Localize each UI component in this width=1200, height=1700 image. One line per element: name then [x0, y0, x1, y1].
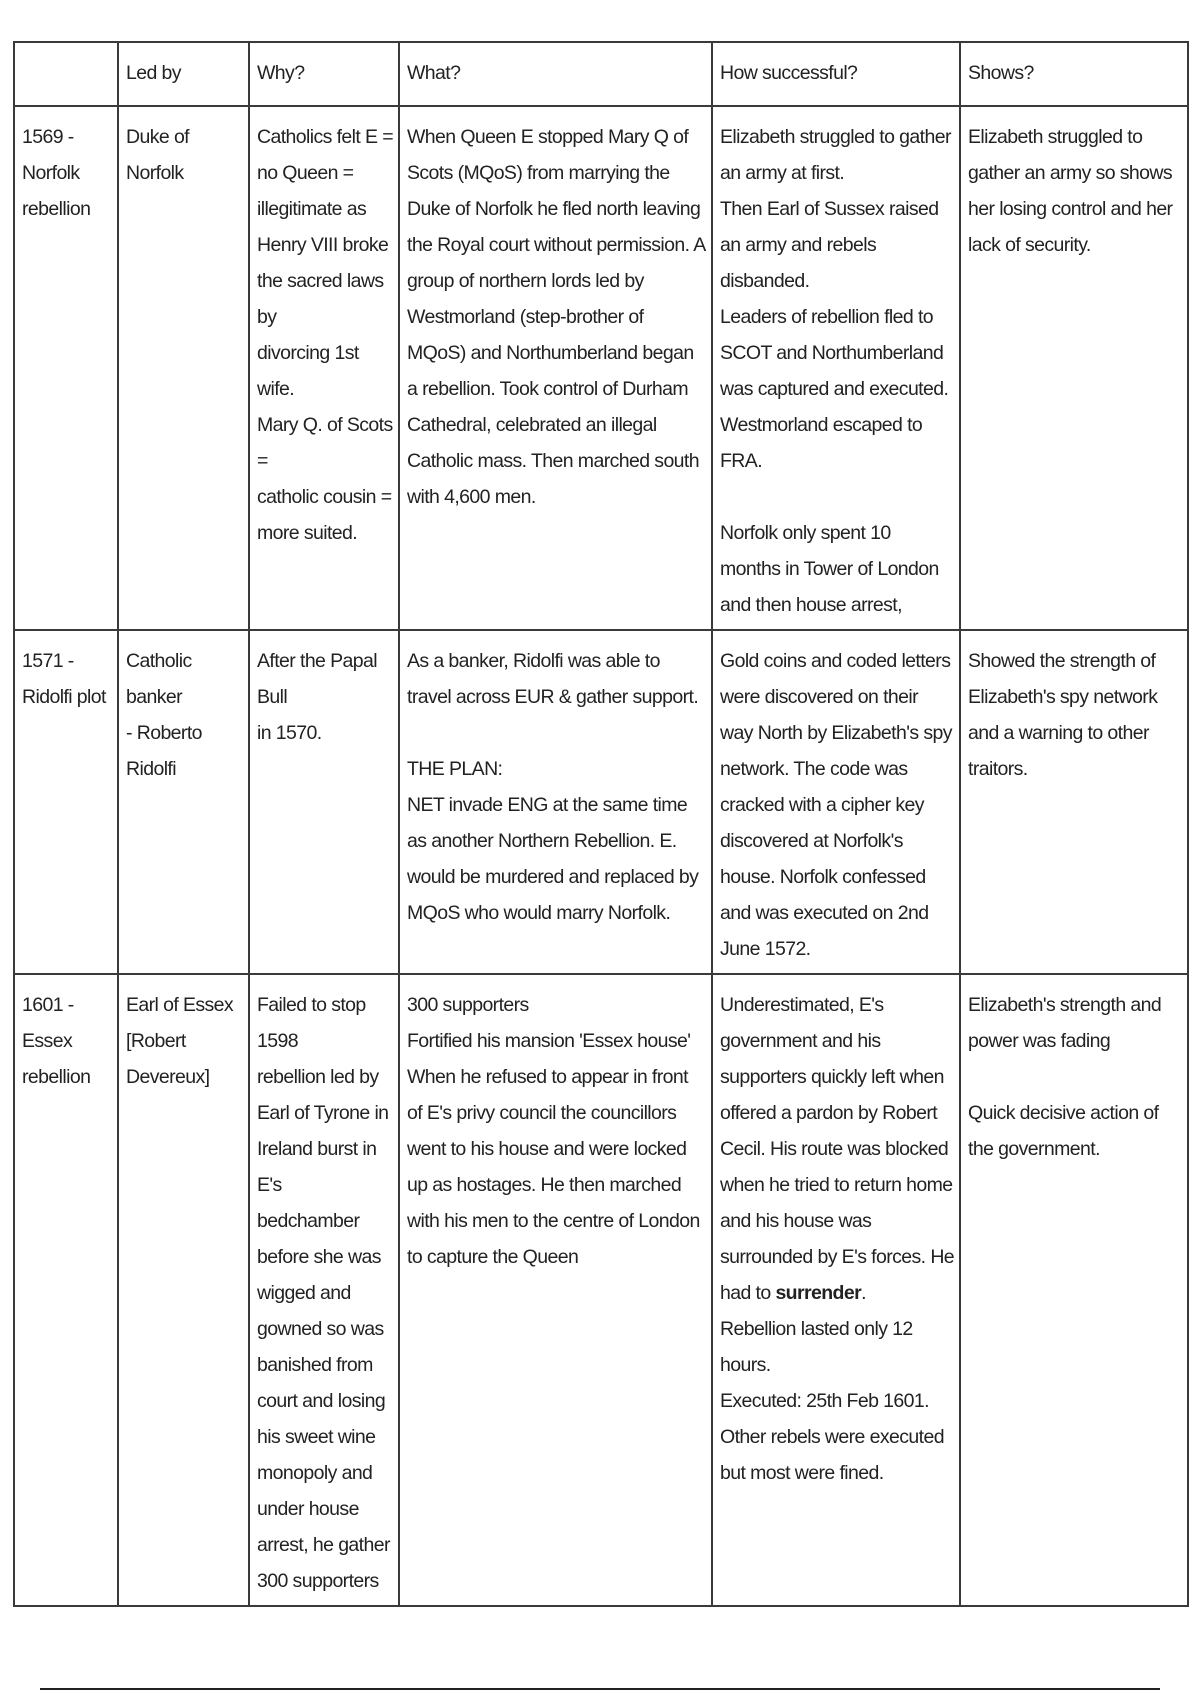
success-paragraph: Norfolk only spent 10 months in Tower of London and then house arrest, [720, 522, 939, 616]
success-text-start: Underestimated, E's government and his supporters quickly left when offered a pardon by Robert Cecil. His route was blocked when he tried to return home and his house was surrounded by E's forces. He had to [720, 994, 955, 1304]
cell-how-successful [712, 630, 960, 974]
shows-text: Elizabeth struggled to gather an army so shows her losing control and her lack of security. [968, 126, 1173, 256]
cell-event [14, 974, 118, 1606]
cell-why [249, 630, 399, 974]
what-paragraph: As a banker, Ridolfi was able to travel across EUR & gather support. [407, 650, 699, 708]
header-cell-why: Why? [249, 42, 399, 106]
header-cell-event [14, 42, 118, 106]
cell-what [399, 106, 712, 630]
what-paragraph: THE PLAN: NET invade ENG at the same time as another Northern Rebellion. E. would be murdered and replaced by MQoS who would marry Norfolk. [407, 758, 699, 924]
why-text: After the Papal Bull in 1570. [257, 650, 377, 744]
shows-text: Showed the strength of Elizabeth's spy network and a warning to other traitors. [968, 650, 1158, 780]
led-by-text: Earl of Essex [Robert Devereux] [126, 994, 234, 1088]
header-cell-how-successful: How successful? [712, 42, 960, 106]
header-cell-shows: Shows? [960, 42, 1188, 106]
success-paragraph: Elizabeth struggled to gather an army at first. Then Earl of Sussex raised an army and rebels disbanded. Leaders of rebellion fled to SCOT and Northumberland was captured and executed. Westmorland escaped to FRA. [720, 126, 951, 472]
header-cell-what: What? [399, 42, 712, 106]
table-row [14, 106, 1188, 630]
cell-what [399, 630, 712, 974]
cell-why [249, 974, 399, 1606]
why-text: Failed to stop 1598 rebellion led by Earl of Tyrone in Ireland burst in E's bedchamber before she was wigged and gowned so was banished from court and losing his sweet wine monopoly and under house arrest, he gather 300 supporters [257, 994, 390, 1592]
success-text: Gold coins and coded letters were discovered on their way North by Elizabeth's spy network. The code was cracked with a cipher key discovered at Norfolk's house. Norfolk confessed and was executed on 2nd June 1572. [720, 650, 952, 960]
cell-shows [960, 630, 1188, 974]
cell-event [14, 106, 118, 630]
table-header [14, 42, 1188, 106]
event-text: 1569 - Norfolk rebellion [22, 126, 91, 220]
cell-shows [960, 974, 1188, 1606]
led-by-text: Catholic banker - Roberto Ridolfi [126, 650, 202, 780]
what-text: 300 supporters Fortified his mansion 'Essex house' When he refused to appear in front of E's privy council the councillors went to his house and were locked up as hostages. He then marched with his men to the centre of London to capture the Queen [407, 994, 700, 1268]
why-text: Catholics felt E = no Queen = illegitimate as Henry VIII broke the sacred laws by divorcing 1st wife. Mary Q. of Scots = catholic cousin = more suited. [257, 126, 394, 544]
cell-event [14, 630, 118, 974]
cell-led-by [118, 106, 249, 630]
event-text: 1571 - Ridolfi plot [22, 650, 106, 708]
rebellions-table [13, 41, 1189, 1607]
cell-how-successful [712, 106, 960, 630]
cell-why [249, 106, 399, 630]
surrender-emphasis: surrender [775, 1282, 862, 1304]
table-row [14, 974, 1188, 1606]
table-body [14, 106, 1188, 1606]
header-row [14, 42, 1188, 106]
led-by-text: Duke of Norfolk [126, 126, 190, 184]
success-text-end: . Rebellion lasted only 12 hours. Executed: 25th Feb 1601. Other rebels were executed but most were fined. [720, 1282, 944, 1484]
what-text: When Queen E stopped Mary Q of Scots (MQoS) from marrying the Duke of Norfolk he fled north leaving the Royal court without permission. A group of northern lords led by Westmorland (step-brother of MQoS) and Northumberland began a rebellion. Took control of Durham Cathedral, celebrated an illegal Catholic mass. Then marched south with 4,600 men. [407, 126, 705, 508]
cell-shows [960, 106, 1188, 630]
shows-paragraph: Elizabeth's strength and power was fading [968, 994, 1162, 1052]
cell-what [399, 974, 712, 1606]
header-cell-led-by: Led by [118, 42, 249, 106]
cell-led-by [118, 974, 249, 1606]
shows-paragraph: Quick decisive action of the government. [968, 1102, 1159, 1160]
table-row [14, 630, 1188, 974]
event-text: 1601 - Essex rebellion [22, 994, 91, 1088]
footer-divider [40, 1688, 1160, 1690]
success-text [720, 987, 955, 1491]
cell-how-successful [712, 974, 960, 1606]
cell-led-by [118, 630, 249, 974]
